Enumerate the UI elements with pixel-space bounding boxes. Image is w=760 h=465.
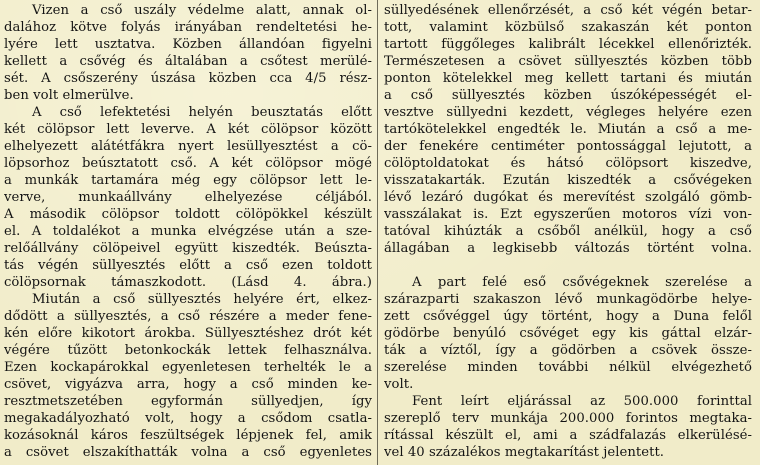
text-line: sét. A csőszerény úszása közben cca 4/5 rész- xyxy=(4,71,372,86)
text-line: relőállvány cölöpeivel együtt kiszedték. Beúszta- xyxy=(4,241,372,256)
text-line: rítással készült el, ami a szádfalazás elkerülésé- xyxy=(384,428,752,443)
text-line: el. A toldalékot a munka elvégzése után a sze- xyxy=(4,224,372,239)
text-line: zett csővéggel úgy történt, hogy a Duna felől xyxy=(384,309,752,324)
text-line: volt. xyxy=(384,377,414,392)
left-text-column xyxy=(4,2,372,461)
text-line: A part felé eső csővégeknek szerelése a xyxy=(412,275,752,290)
text-line: verve, munkaállvány elhelyezése céljából. xyxy=(4,190,372,205)
text-line: szereplő terv munkája 200.000 forintos megtaka- xyxy=(384,411,752,426)
text-line: Ezen kockapárokkal egyenletesen terhelték le a xyxy=(4,360,372,375)
text-line: gödörbe benyúló csővéget egy kis gáttal elzár- xyxy=(384,326,752,341)
text-line: szerelése minden további nélkül elvégezhető xyxy=(384,360,752,375)
text-line: dődött a süllyesztés, a cső részére a meder fene- xyxy=(4,309,372,324)
text-line: végére tűzött betonkockák lettek felhasználva. xyxy=(4,343,372,358)
text-line: tartókötelekkel engedték le. Miután a cső a me- xyxy=(384,122,752,137)
text-line: ponton kötelekkel meg kellett tartani és miután xyxy=(384,71,752,86)
text-line: vasszálakat is. Ezt egyszerűen motoros vízi von- xyxy=(384,207,752,222)
text-line: cölöpsornak támaszkodott. (Lásd 4. ábra.) xyxy=(4,275,372,290)
text-line: Miután a cső süllyesztés helyére ért, elkez- xyxy=(32,292,372,307)
text-line: tartott függőleges kalibrált lécekkel ellenőrizték. xyxy=(384,37,752,52)
text-line: A második cölöpsor toldott cölöpökkel készült xyxy=(4,207,372,222)
text-line: a cső süllyesztés közben úszóképességét el- xyxy=(384,88,752,103)
text-line: Természetesen a csövet süllyesztés közben több xyxy=(384,54,752,69)
column-divider xyxy=(377,0,378,465)
text-line: kozásoknál káros feszültségek lépjenek fel, amik xyxy=(4,428,372,443)
text-line: resztmetszetében egyformán süllyedjen, így xyxy=(4,394,372,409)
text-line xyxy=(384,257,752,274)
text-line: der fenekére centiméter pontossággal lejutott, a xyxy=(384,139,752,154)
text-line: süllyedésének ellenőrzését, a cső két végén betar- xyxy=(384,3,752,18)
text-line: állagában a legkisebb változás történt volna. xyxy=(384,241,752,256)
text-line: tás végén süllyesztés előtt a cső ezen toldott xyxy=(4,258,372,273)
text-line: tott, valamint közbülső szakaszán két ponton xyxy=(384,20,752,35)
text-line: kén előre kikotort árokba. Süllyesztéshez drót két xyxy=(4,326,372,341)
text-line: Vizen a cső uszály védelme alatt, annak ol- xyxy=(32,3,372,18)
text-line: a csövet elszakíthatták volna a cső egyenletes xyxy=(4,445,372,460)
text-line: vesztve süllyedni kezdett, végleges helyére ezen xyxy=(384,105,752,120)
text-line: tatóval kihúzták a csőből anélkül, hogy a cső xyxy=(384,224,752,239)
text-line: dalához kötve folyás irányában rendeltetési he- xyxy=(4,20,372,35)
text-line: lyére lett usztatva. Közben állandóan figyelni xyxy=(4,37,372,52)
text-line: szárazparti szakaszon lévő munkagödörbe helye- xyxy=(384,292,752,307)
text-line: a munkák tartamára még egy cölöpsor lett le- xyxy=(4,173,372,188)
text-line: két cölöpsor lett leverve. A két cölöpsor között xyxy=(4,122,372,137)
right-text-column xyxy=(384,2,752,461)
text-line: cölöptoldatokat és hátsó cölöpsort kiszedve, xyxy=(384,156,752,171)
text-line: csövet, vigyázva arra, hogy a cső minden ke- xyxy=(4,377,372,392)
text-line: ben volt elmerülve. xyxy=(4,88,134,103)
text-line: lévő lezáró dugókat és merevítést szolgáló gömb- xyxy=(384,190,752,205)
text-line: visszatakarták. Ezután kiszedték a csővégeken xyxy=(384,173,752,188)
text-line: A cső lefektetési helyén beusztatás előtt xyxy=(32,105,372,120)
text-line: ták a víztől, így a gödörben a csövek össze- xyxy=(384,343,752,358)
text-line: Fent leírt eljárással az 500.000 forinttal xyxy=(412,394,752,409)
text-line: kellett a csővég és általában a csőtest merülé- xyxy=(4,54,372,69)
text-line: megakadályozható volt, hogy a csődom csatla- xyxy=(4,411,372,426)
text-line: vel 40 százalékos megtakarítást jelentett. xyxy=(384,445,665,460)
text-line: elhelyezett alátétfákra nyert lesüllyesztést a cö- xyxy=(4,139,372,154)
text-line: löpsorhoz beúsztatott cső. A két cölöpsor mögé xyxy=(4,156,372,171)
